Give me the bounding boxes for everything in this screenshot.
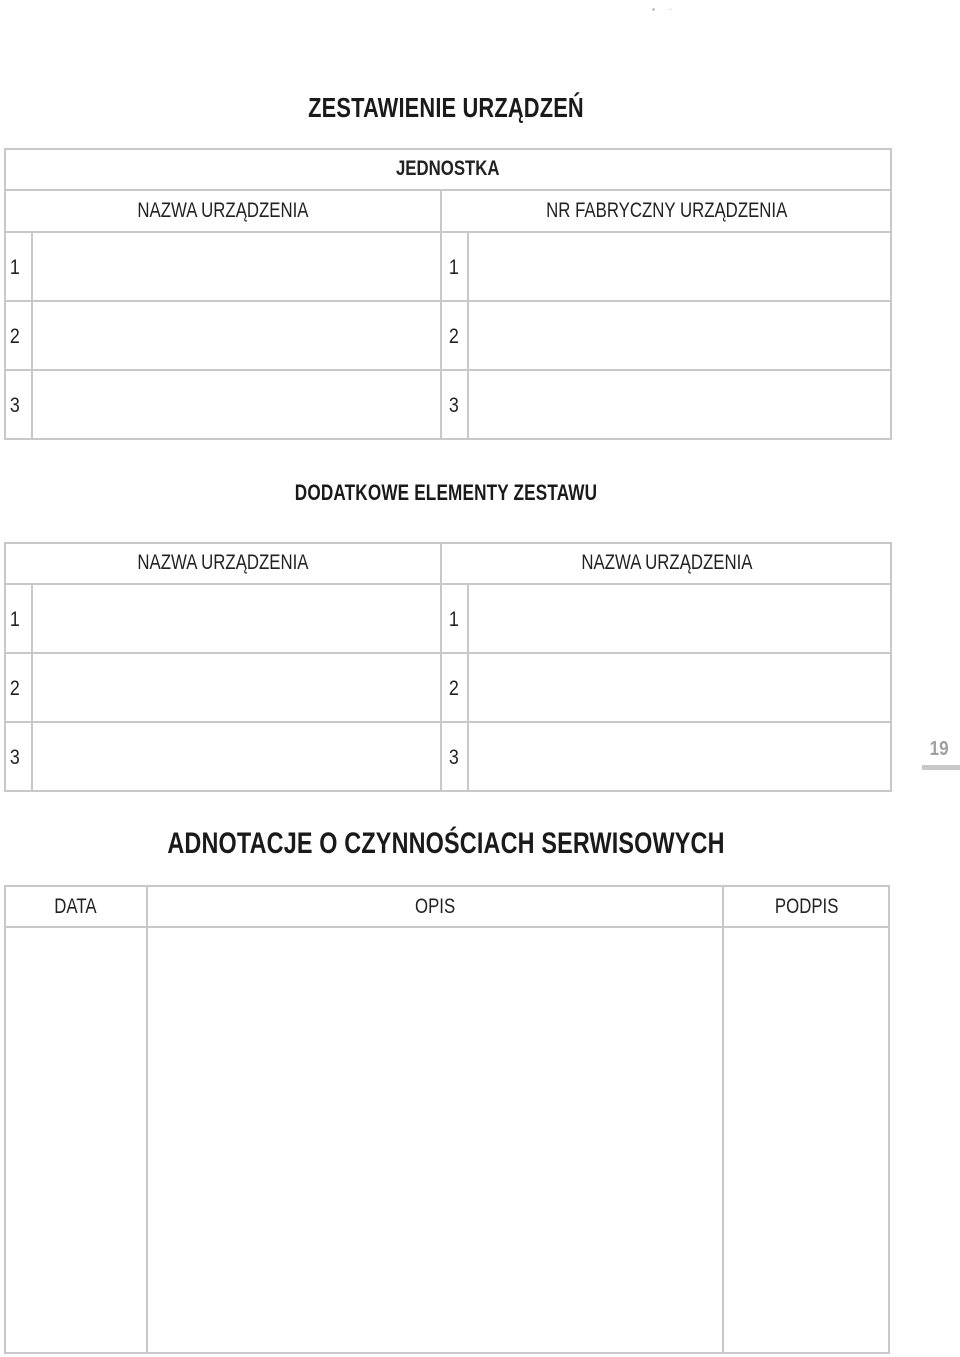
divider (4, 721, 892, 723)
section-title: DODATKOWE ELEMENTY ZESTAWU (294, 480, 598, 505)
divider (146, 885, 148, 1354)
row-number: 3 (449, 394, 459, 417)
signature-header (724, 886, 890, 928)
divider (440, 542, 442, 792)
divider (722, 885, 724, 1354)
page-marker-bar (922, 765, 960, 770)
row-number: 2 (10, 677, 20, 700)
device-name-header (4, 190, 441, 232)
row-number: 1 (10, 608, 20, 631)
row-number: 1 (449, 256, 459, 279)
date-label: DATA (53, 895, 97, 918)
unit-label: JEDNOSTKA (396, 157, 500, 180)
divider (31, 232, 33, 440)
date-header (4, 886, 146, 928)
divider (440, 190, 442, 440)
divider (4, 652, 892, 654)
unit-header (4, 148, 892, 190)
divider (4, 231, 892, 233)
row-number: 1 (10, 256, 20, 279)
signature-label: PODPIS (775, 895, 839, 918)
row-number: 2 (449, 677, 459, 700)
serial-number-label: NR FABRYCZNY URZĄDZENIA (545, 199, 788, 222)
serial-number-header (441, 190, 892, 232)
page-number: 19 (929, 738, 949, 760)
divider (467, 232, 469, 440)
row-number: 1 (449, 608, 459, 631)
service-section-title: ADNOTACJE O CZYNNOŚCIACH SERWISOWYCH (167, 827, 725, 860)
description-header (148, 886, 722, 928)
device-name-header-right (441, 542, 892, 584)
divider (4, 300, 892, 302)
divider (4, 583, 892, 585)
row-number: 3 (10, 394, 20, 417)
row-number: 3 (449, 746, 459, 769)
service-table (4, 885, 890, 1354)
row-number: 3 (10, 746, 20, 769)
device-name-label: NAZWA URZĄDZENIA (136, 551, 309, 574)
divider (31, 584, 33, 792)
device-name-label: NAZWA URZĄDZENIA (580, 551, 753, 574)
header-marks: ▪ · (652, 5, 678, 14)
description-label: OPIS (414, 895, 456, 918)
page-title: ZESTAWIENIE URZĄDZEŃ (308, 92, 584, 123)
divider (4, 369, 892, 371)
device-name-header-left (4, 542, 441, 584)
device-name-label: NAZWA URZĄDZENIA (136, 199, 309, 222)
row-number: 2 (10, 325, 20, 348)
row-number: 2 (449, 325, 459, 348)
divider (467, 584, 469, 792)
